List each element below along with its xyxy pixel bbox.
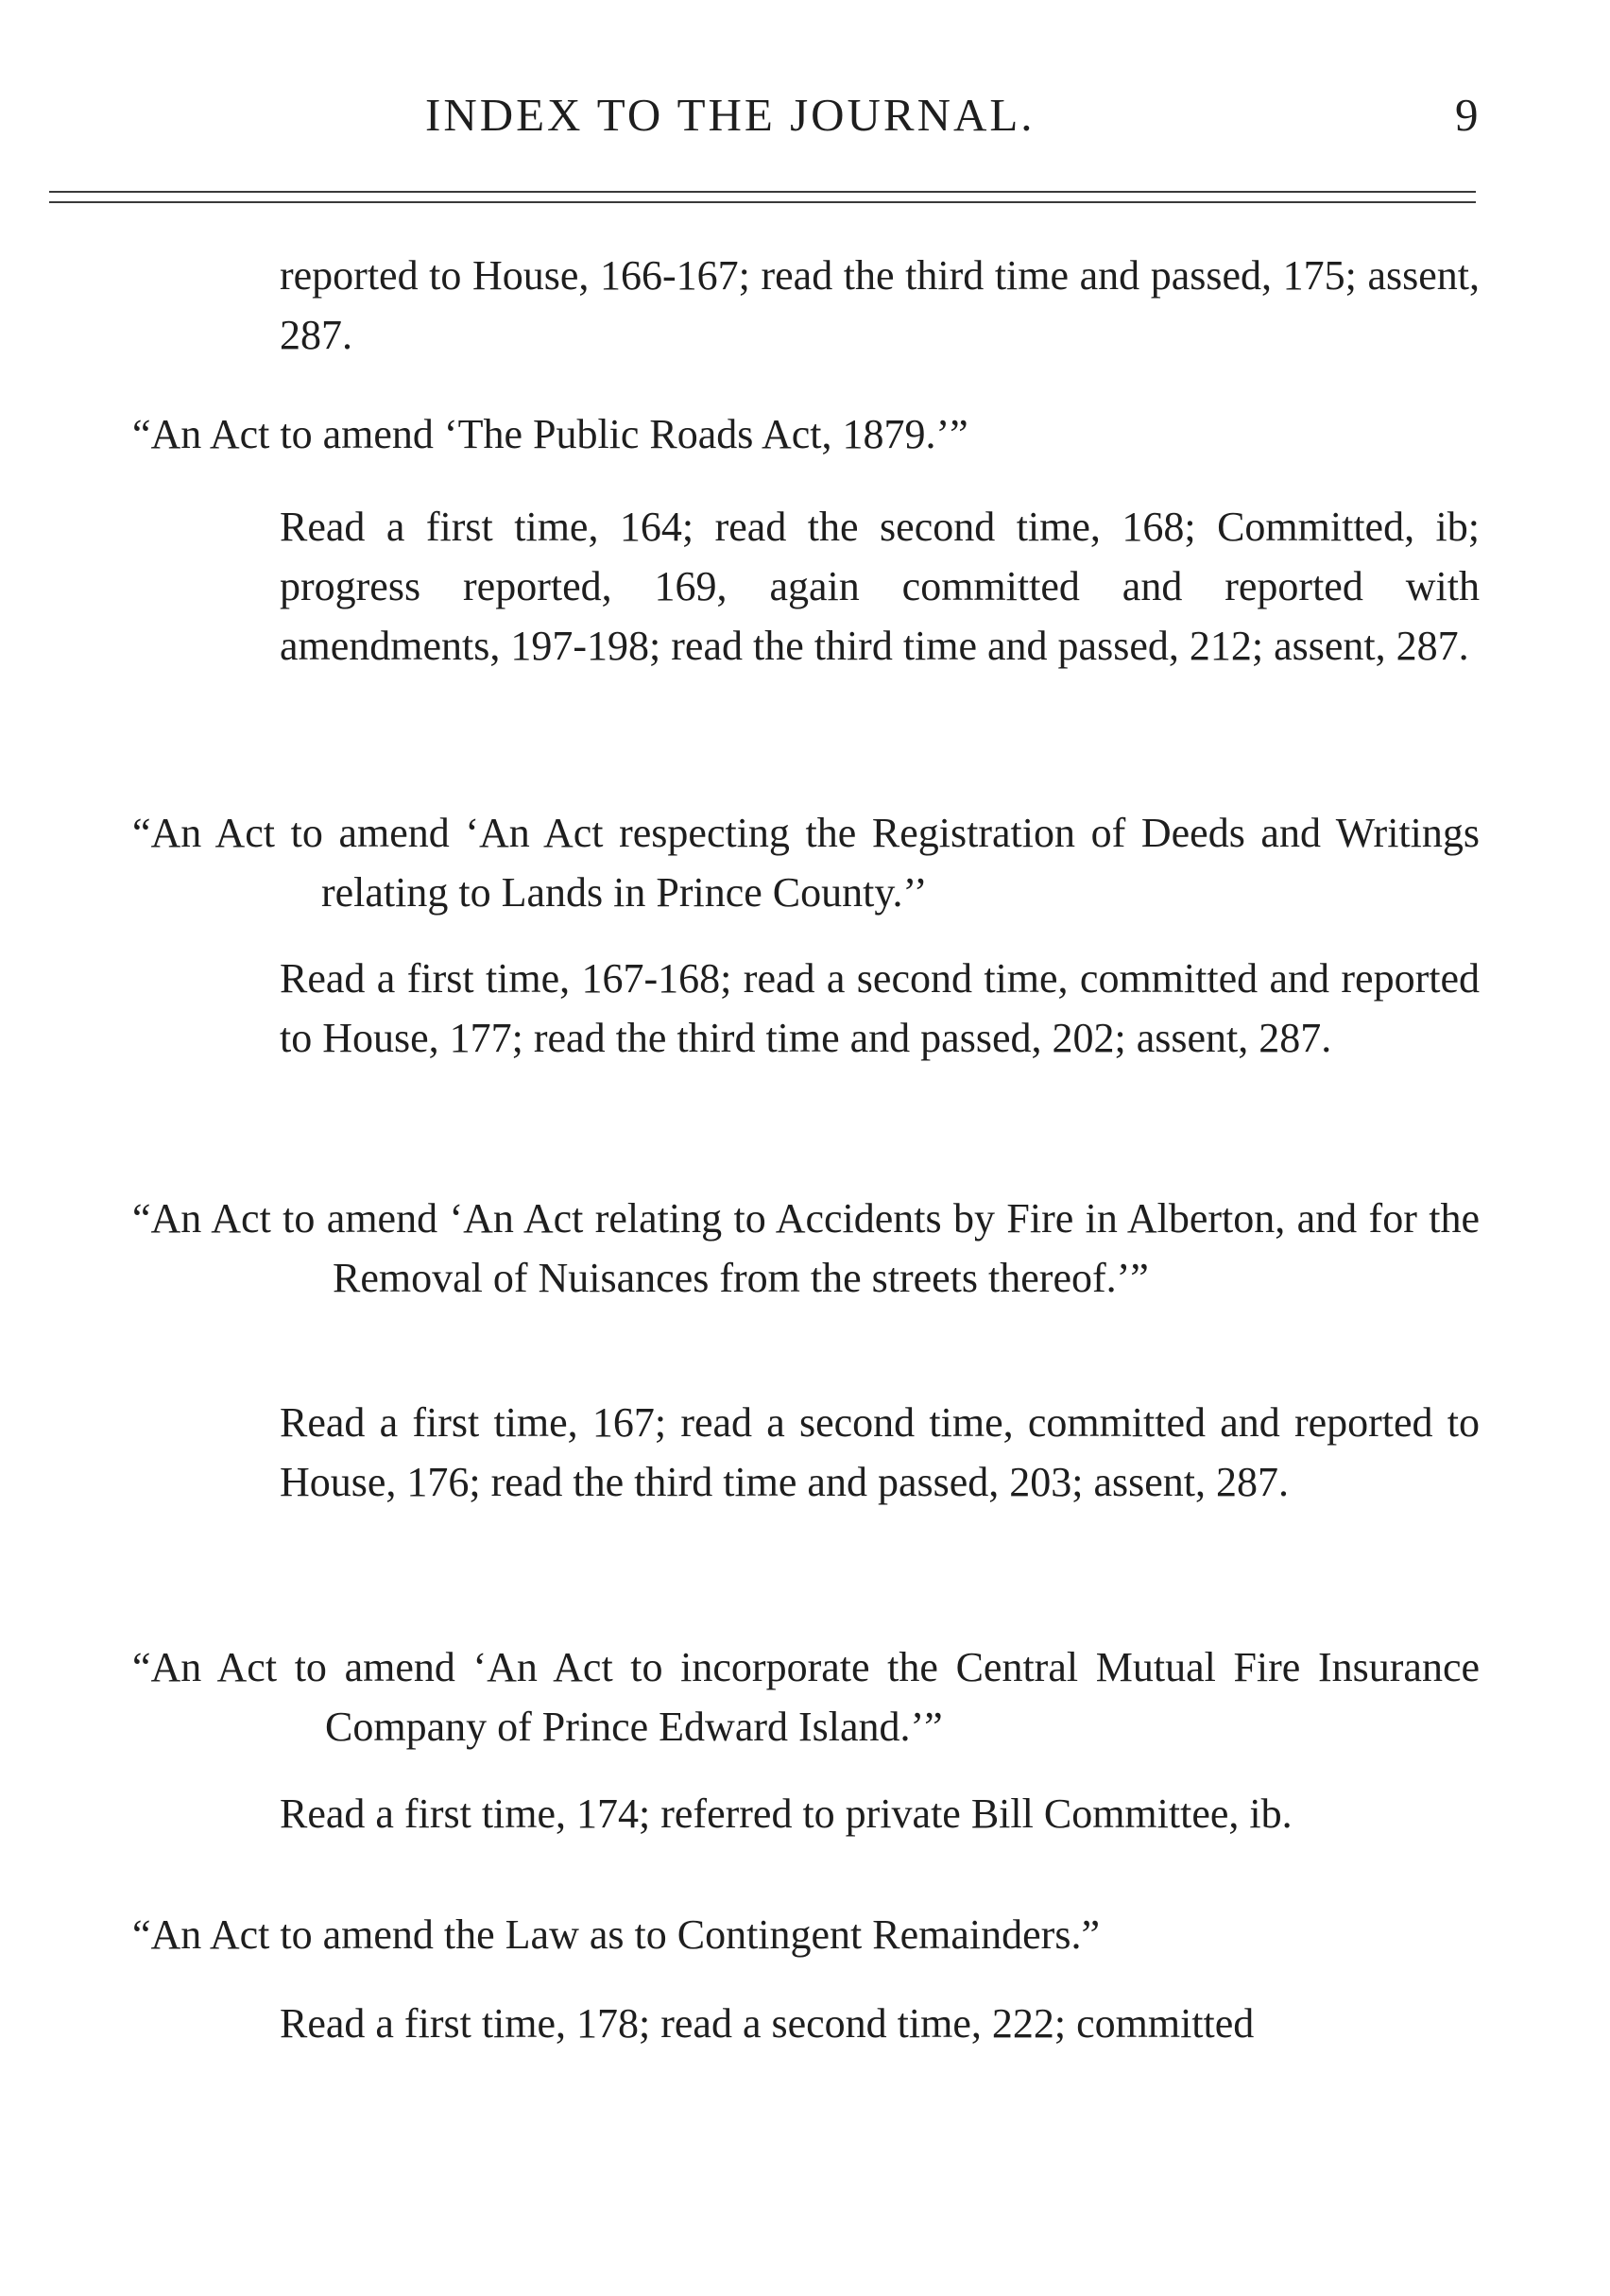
entry-detail: Read a first time, 174; referred to private Bill Committee, ib. xyxy=(280,1791,1293,1837)
bill-title: “An Act to amend ‘An Act relating to Accidents by Fire in Alberton, and for the Removal of Nuisances from the streets thereof.’” xyxy=(132,1195,1480,1301)
bill-title: “An Act to amend ‘An Act respecting the Registration of Deeds and Writings relating to Lands in Prince County.’’ xyxy=(132,810,1480,916)
page-title: INDEX TO THE JOURNAL. xyxy=(425,89,1036,141)
page-number: 9 xyxy=(1455,89,1479,141)
bill-title: “An Act to amend ‘An Act to incorporate the Central Mutual Fire Insurance Company of Prince Edward Island.’” xyxy=(132,1644,1480,1750)
running-head xyxy=(0,87,1610,144)
entry-detail: Read a first time, 178; read a second time, 222; committed xyxy=(280,2000,1255,2047)
entry-detail: Read a first time, 167-168; read a second time, committed and reported to House, 177; read the third time and passed, 202; assent, 287. xyxy=(280,955,1480,1061)
bill-title: “An Act to amend the Law as to Contingent Remainders.” xyxy=(132,1911,1100,1958)
entry-detail: reported to House, 166-167; read the third time and passed, 175; assent, 287. xyxy=(280,252,1480,358)
header-rule-lower xyxy=(49,201,1476,203)
entry-detail: Read a first time, 164; read the second time, 168; Committed, ib; progress reported, 169, again committed and reported with amendments, 197-198; read the third time and passed, 212; assent, 287. xyxy=(280,504,1480,669)
entry-detail: Read a first time, 167; read a second time, committed and reported to House, 176; read the third time and passed, 203; assent, 287. xyxy=(280,1399,1480,1505)
header-rule-upper xyxy=(49,191,1476,193)
bill-title: “An Act to amend ‘The Public Roads Act, 1879.’” xyxy=(132,411,968,457)
